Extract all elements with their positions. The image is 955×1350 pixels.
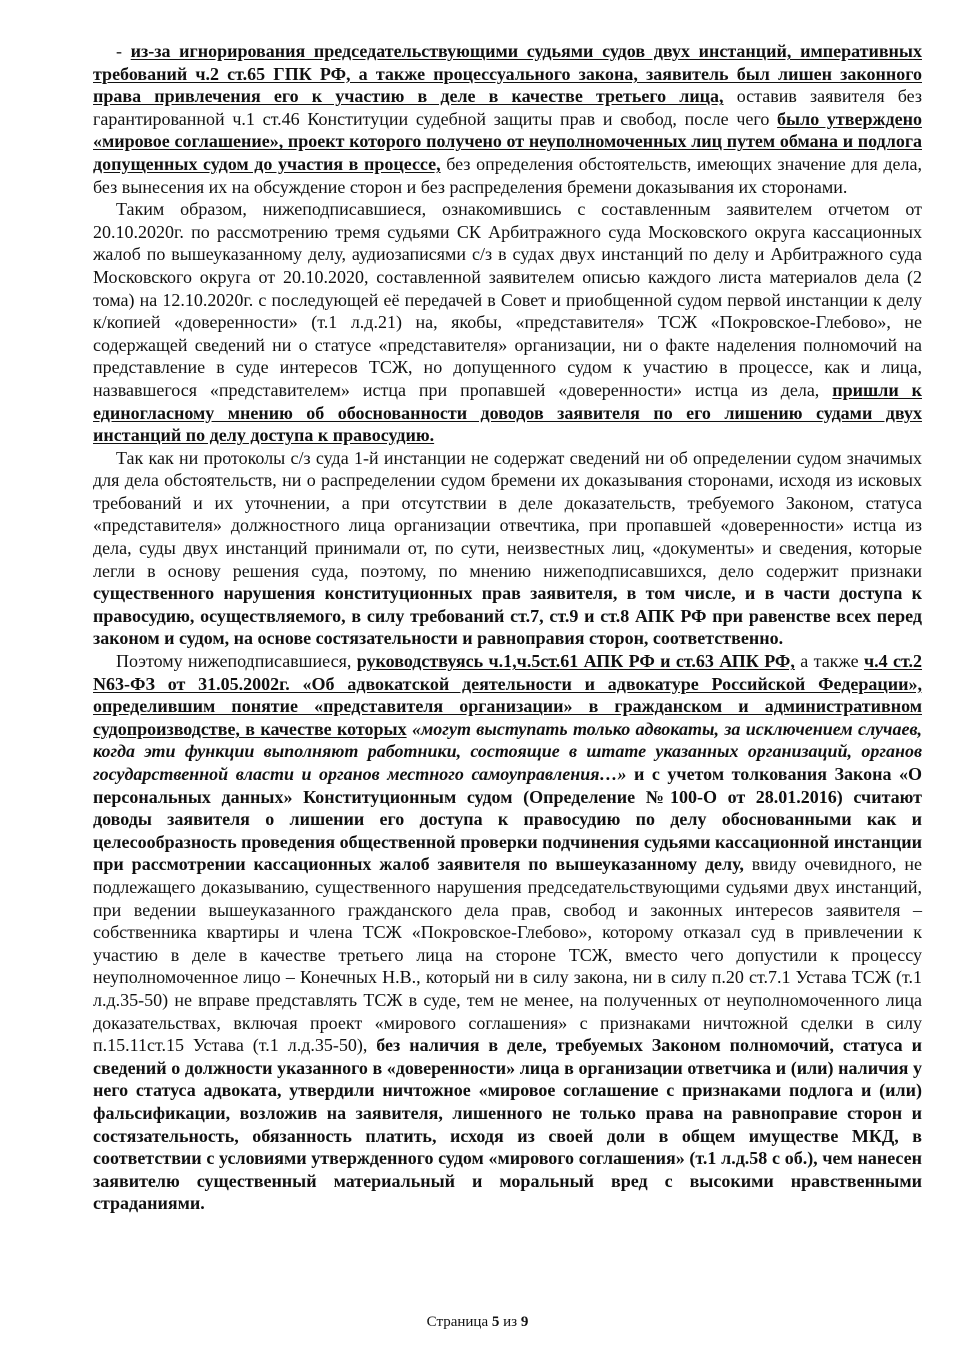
text-segment: существенного нарушения конституционных прав заявителя, в том числе, и в части доступа к правосудию, осуществляемого, в силу требований ст.7, ст.9 и ст.8 АПК РФ при равенстве всех перед законом и судом, на основе состязательности и равноправия сторон, соответственно. — [93, 583, 922, 649]
text-segment: без наличия в деле, требуемых Законом полномочий, статуса и сведений о должности указанного в «доверенности» лица в организации ответчика и (или) наличия у него статуса адвоката, утвердили ничтожное «мировое соглашение с признаками подлога и (или) фальсификации, возложив на заявителя, лишенного не только права на равноправие сторон и состязательность, обязанность платить, исходя из своей доли в общем имуществе МКД, в соответствии с условиями утвержденного судом «мирового соглашения» (т.1 л.д.58 с об.), чем нанесен заявителю существенный материальный и моральный вред с высокими нравственными страданиями. — [93, 1035, 922, 1214]
text-segment: было утверждено «мировое соглашение», проект которого получено от неуполномоченных лиц путем обмана и подлога допущенных судом до участия в процессе, — [93, 108, 922, 174]
paragraph — [93, 650, 922, 1215]
text-segment: Поэтому нижеподписавшиеся, — [116, 651, 357, 672]
paragraph — [93, 198, 922, 447]
text-segment: Так как ни протоколы с/з суда 1-й инстанции не содержат сведений ни об определении судом значимых для дела обстоятельств, ни о распределении судом бремени их доказывания сторонами, исходя из исковых требований и их уточнении, а при отсутствии в деле доказательств, требуемого Законом, статуса «представителя» должностного лица организации отвечтика, при пропавшей «доверенности» истца из дела, суды двух инстанций принимали от, по сути, неизвестных лиц, «документы» и сведения, которые легли в основу решения суда, поэтому, по мнению нижеподписавшихся, дело содержит признаки — [93, 447, 922, 581]
page-label: Страница — [426, 1314, 489, 1330]
paragraph — [93, 447, 922, 650]
text-segment: ч.4 ст.2 N63-ФЗ от 31.05.2002г. «Об адвокатской деятельности и адвокатуре Российской Федерации», определившим понятие «представителя организации» в гражданском и административном судопроизводстве, в качестве которых — [93, 651, 923, 739]
text-segment: Таким образом, нижеподписавшиеся, ознакомившись с составленным заявителем отчетом от 20.10.2020г. по рассмотрению тремя судьями СК Арбитражного суда Московского округа кассационных жалоб по вышеуказанному делу, аудиозаписями с/з в судах двух инстанций по делу и Арбитражного суда Московского округа от 20.10.2020, составленной заявителем описью каждого листа материалов дела (2 тома) на 12.10.2020г. с последующей её передачей в Совет и приобщенной судом первой инстанции к делу к/копией «доверенности» (т.1 л.д.21) на, якобы, «представителя» ТСЖ «Покровское-Глебово», не содержащей сведений ни о статусе «представителя» организации, ни о факте наделения полномочий на представление в суде интересов ТСЖ, но допущенного судом к участию в процессе, как и лица, назвавшегося «представителем» истца при пропавшей «доверенности» истца из дела, — [93, 199, 922, 400]
paragraph — [93, 40, 922, 198]
text-segment: оставив заявителя без гарантированной ч.1 ст.46 Конституции судебной защиты прав и свобод, после чего — [93, 86, 922, 129]
text-segment: из-за игнорирования председательствующими судьями судов двух инстанций, императивных требований ч.2 ст.65 ГПК РФ, а также процессуального закона, заявитель был лишен законного права привлечения его к участию в деле в качестве третьего лица, — [93, 41, 922, 107]
text-segment: без определения обстоятельств, имеющих значение для дела, без вынесения их на обсуждение сторон и без распределения бремени доказывания их сторонами. — [93, 153, 922, 197]
text-segment: «могут выступать только адвокаты, за исключением случаев, когда эти функции выполняют работники, состоящие в штате указанных организаций, органов государственной власти и органов местного самоуправления…» — [93, 718, 922, 784]
page-of-label: из — [503, 1314, 518, 1330]
text-segment: и с учетом толкования Закона «О персональных данных» Конституционным судом (Определение №100-О от 28.01.2016) считают доводы заявителя о лишении его доступа к правосудию по делу обоснованными как и целесообразность проведения общественной проверки подчинения судьями кассационной инстанции при рассмотрении кассационных жалоб заявителя по вышеуказанному делу, — [93, 764, 922, 875]
text-segment: - — [116, 41, 131, 61]
page-number: 5 — [491, 1314, 500, 1330]
page-footer — [0, 1314, 955, 1331]
text-segment: ввиду очевидного, не подлежащего доказыванию, существенного нарушения председательствующими судьями двух инстанций, при ведении вышеуказанного гражданского дела прав, свобод и законных интересов заявителя – собственника квартиры и члена ТСЖ «Покровское-Глебово», которому отказал суд в привлечении к участию в деле в качестве третьего лица на стороне ТСЖ, вместо чего допустили к процессу неуполномоченное лицо – Конечных Н.В., который ни в силу закона, ни в силу п.20 ст.7.1 Устава ТСЖ (т.1 л.д.35-50) не вправе представлять ТСЖ в суде, тем не менее, на полученных от неуполномоченного лица доказательствах, включая проект «мирового соглашения» с признаками ничтожной сделки в силу п.15.11ст.15 Устава (т.1 л.д.35-50), — [93, 854, 922, 1056]
text-segment: пришли к единогласному мнению об обоснованности доводов заявителя по его лишению судами двух инстанций по делу доступа к правосудию. — [93, 379, 922, 446]
document-body — [93, 40, 922, 1215]
text-segment: руководствуясь ч.1,ч.5ст.61 АПК РФ и ст.63 АПК РФ, — [356, 651, 795, 672]
text-segment: а также — [794, 651, 864, 672]
page-total: 9 — [520, 1314, 529, 1330]
